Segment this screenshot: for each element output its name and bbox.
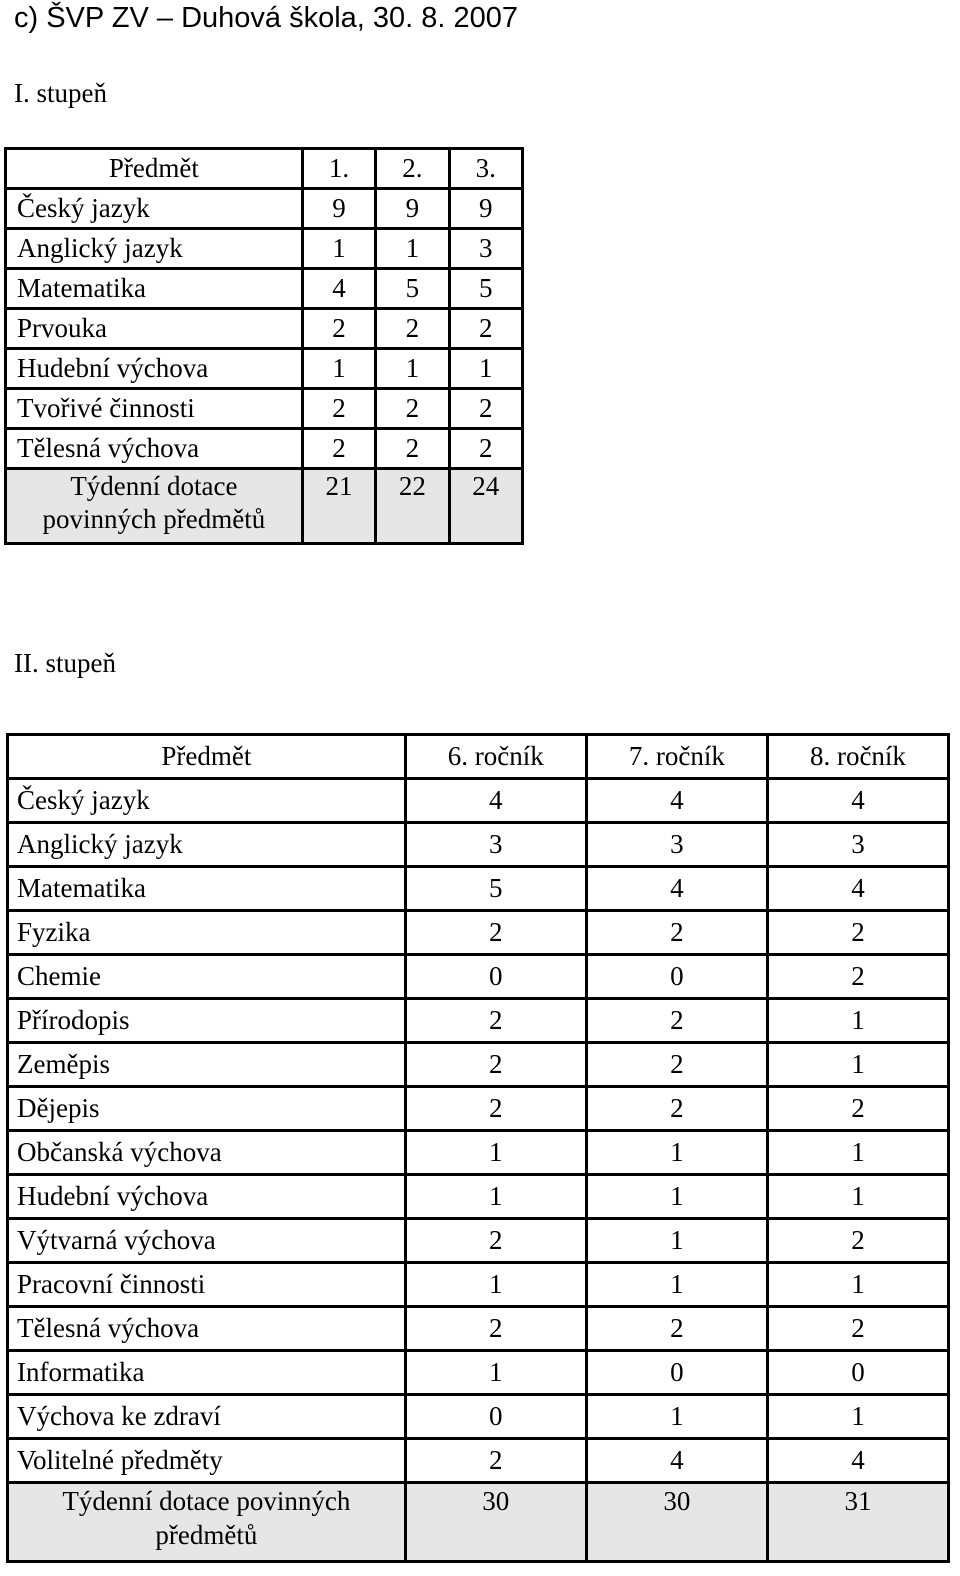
hours-value: 0 (586, 1351, 767, 1395)
total-label-line: Týdenní dotace povinných (62, 1486, 351, 1516)
hours-value: 2 (767, 1307, 948, 1351)
subject-name: Dějepis (8, 1087, 406, 1131)
subject-name: Informatika (8, 1351, 406, 1395)
header-grade: 1. (302, 149, 375, 189)
hours-value: 1 (767, 1263, 948, 1307)
table-row (8, 1043, 949, 1087)
total-label (6, 469, 303, 544)
hours-value: 2 (302, 309, 375, 349)
header-subject: Předmět (8, 735, 406, 779)
table-row (8, 1395, 949, 1439)
table-row (8, 867, 949, 911)
hours-value: 2 (767, 1087, 948, 1131)
hours-value: 2 (405, 1307, 586, 1351)
subject-name: Fyzika (8, 911, 406, 955)
hours-value: 1 (449, 349, 522, 389)
total-label-line: předmětů (155, 1520, 258, 1550)
hours-value: 1 (767, 1175, 948, 1219)
total-row (8, 1483, 949, 1562)
total-value: 30 (405, 1483, 586, 1562)
header-subject: Předmět (6, 149, 303, 189)
hours-value: 2 (767, 1219, 948, 1263)
total-value: 31 (767, 1483, 948, 1562)
hours-value: 2 (376, 389, 449, 429)
table-row (6, 389, 523, 429)
table-row (8, 911, 949, 955)
hours-value: 1 (405, 1175, 586, 1219)
table-row (6, 309, 523, 349)
hours-value: 1 (586, 1175, 767, 1219)
hours-value: 2 (449, 309, 522, 349)
subject-name: Výtvarná výchova (8, 1219, 406, 1263)
hours-value: 9 (376, 189, 449, 229)
header-grade: 7. ročník (586, 735, 767, 779)
hours-value: 2 (449, 389, 522, 429)
table-row (8, 1087, 949, 1131)
subject-name: Chemie (8, 955, 406, 999)
hours-value: 4 (586, 779, 767, 823)
hours-value: 1 (586, 1219, 767, 1263)
hours-value: 4 (767, 779, 948, 823)
table-row (8, 955, 949, 999)
hours-value: 1 (405, 1351, 586, 1395)
hours-value: 0 (405, 1395, 586, 1439)
total-value: 30 (586, 1483, 767, 1562)
hours-value: 2 (405, 911, 586, 955)
table-row (8, 1351, 949, 1395)
subject-name: Občanská výchova (8, 1131, 406, 1175)
hours-value: 2 (767, 955, 948, 999)
total-value: 21 (302, 469, 375, 544)
hours-value: 5 (376, 269, 449, 309)
hours-value: 9 (449, 189, 522, 229)
total-label-line: Týdenní dotace (70, 471, 238, 501)
subject-name: Tělesná výchova (8, 1307, 406, 1351)
hours-value: 2 (376, 309, 449, 349)
subject-name: Tvořivé činnosti (6, 389, 303, 429)
subject-name: Tělesná výchova (6, 429, 303, 469)
hours-value: 9 (302, 189, 375, 229)
table-row (8, 999, 949, 1043)
hours-value: 1 (376, 349, 449, 389)
hours-value: 2 (586, 999, 767, 1043)
hours-value: 1 (586, 1263, 767, 1307)
hours-value: 1 (302, 229, 375, 269)
subject-name: Přírodopis (8, 999, 406, 1043)
hours-value: 0 (586, 955, 767, 999)
table-header-row (6, 149, 523, 189)
hours-value: 2 (302, 389, 375, 429)
hours-value: 1 (405, 1131, 586, 1175)
table-row (8, 1263, 949, 1307)
hours-value: 1 (586, 1395, 767, 1439)
hours-value: 3 (405, 823, 586, 867)
total-label (8, 1483, 406, 1562)
hours-value: 1 (767, 999, 948, 1043)
subject-name: Pracovní činnosti (8, 1263, 406, 1307)
table-row (6, 189, 523, 229)
subject-name: Prvouka (6, 309, 303, 349)
table-row (6, 269, 523, 309)
table-row (8, 1219, 949, 1263)
hours-value: 3 (449, 229, 522, 269)
hours-value: 3 (767, 823, 948, 867)
subject-name: Český jazyk (8, 779, 406, 823)
table-row (6, 349, 523, 389)
hours-value: 2 (405, 1087, 586, 1131)
hours-value: 1 (586, 1131, 767, 1175)
hours-value: 2 (405, 1219, 586, 1263)
subject-name: Volitelné předměty (8, 1439, 406, 1483)
hours-value: 4 (302, 269, 375, 309)
hours-value: 2 (405, 999, 586, 1043)
header-grade: 8. ročník (767, 735, 948, 779)
hours-value: 1 (767, 1131, 948, 1175)
subject-name: Hudební výchova (6, 349, 303, 389)
hours-value: 4 (586, 867, 767, 911)
hours-value: 2 (449, 429, 522, 469)
header-grade: 2. (376, 149, 449, 189)
stage-1-title: I. stupeň (14, 78, 107, 108)
subject-name: Zeměpis (8, 1043, 406, 1087)
total-label-line: povinných předmětů (42, 504, 266, 534)
stage-2-table (6, 733, 950, 1563)
hours-value: 0 (405, 955, 586, 999)
hours-value: 4 (405, 779, 586, 823)
hours-value: 3 (586, 823, 767, 867)
hours-value: 2 (586, 1087, 767, 1131)
subject-name: Matematika (6, 269, 303, 309)
table-row (8, 1439, 949, 1483)
subject-name: Český jazyk (6, 189, 303, 229)
subject-name: Anglický jazyk (8, 823, 406, 867)
table-header-row (8, 735, 949, 779)
subject-name: Hudební výchova (8, 1175, 406, 1219)
hours-value: 2 (586, 911, 767, 955)
hours-value: 1 (302, 349, 375, 389)
hours-value: 2 (405, 1439, 586, 1483)
total-value: 22 (376, 469, 449, 544)
hours-value: 1 (405, 1263, 586, 1307)
hours-value: 5 (449, 269, 522, 309)
hours-value: 5 (405, 867, 586, 911)
hours-value: 0 (767, 1351, 948, 1395)
hours-value: 1 (767, 1395, 948, 1439)
hours-value: 2 (376, 429, 449, 469)
hours-value: 1 (376, 229, 449, 269)
header-grade: 6. ročník (405, 735, 586, 779)
hours-value: 2 (586, 1043, 767, 1087)
table-row (8, 779, 949, 823)
table-row (8, 1175, 949, 1219)
subject-name: Anglický jazyk (6, 229, 303, 269)
hours-value: 2 (302, 429, 375, 469)
total-row (6, 469, 523, 544)
table-row (6, 229, 523, 269)
hours-value: 4 (767, 867, 948, 911)
hours-value: 4 (767, 1439, 948, 1483)
table-row (8, 823, 949, 867)
hours-value: 2 (767, 911, 948, 955)
hours-value: 2 (405, 1043, 586, 1087)
table-row (6, 429, 523, 469)
header-grade: 3. (449, 149, 522, 189)
stage-2-title: II. stupeň (14, 648, 116, 678)
hours-value: 2 (586, 1307, 767, 1351)
hours-value: 1 (767, 1043, 948, 1087)
table-row (8, 1131, 949, 1175)
total-value: 24 (449, 469, 522, 544)
subject-name: Výchova ke zdraví (8, 1395, 406, 1439)
hours-value: 4 (586, 1439, 767, 1483)
document-heading: c) ŠVP ZV – Duhová škola, 30. 8. 2007 (14, 2, 519, 34)
table-row (8, 1307, 949, 1351)
stage-1-table (4, 147, 524, 545)
subject-name: Matematika (8, 867, 406, 911)
